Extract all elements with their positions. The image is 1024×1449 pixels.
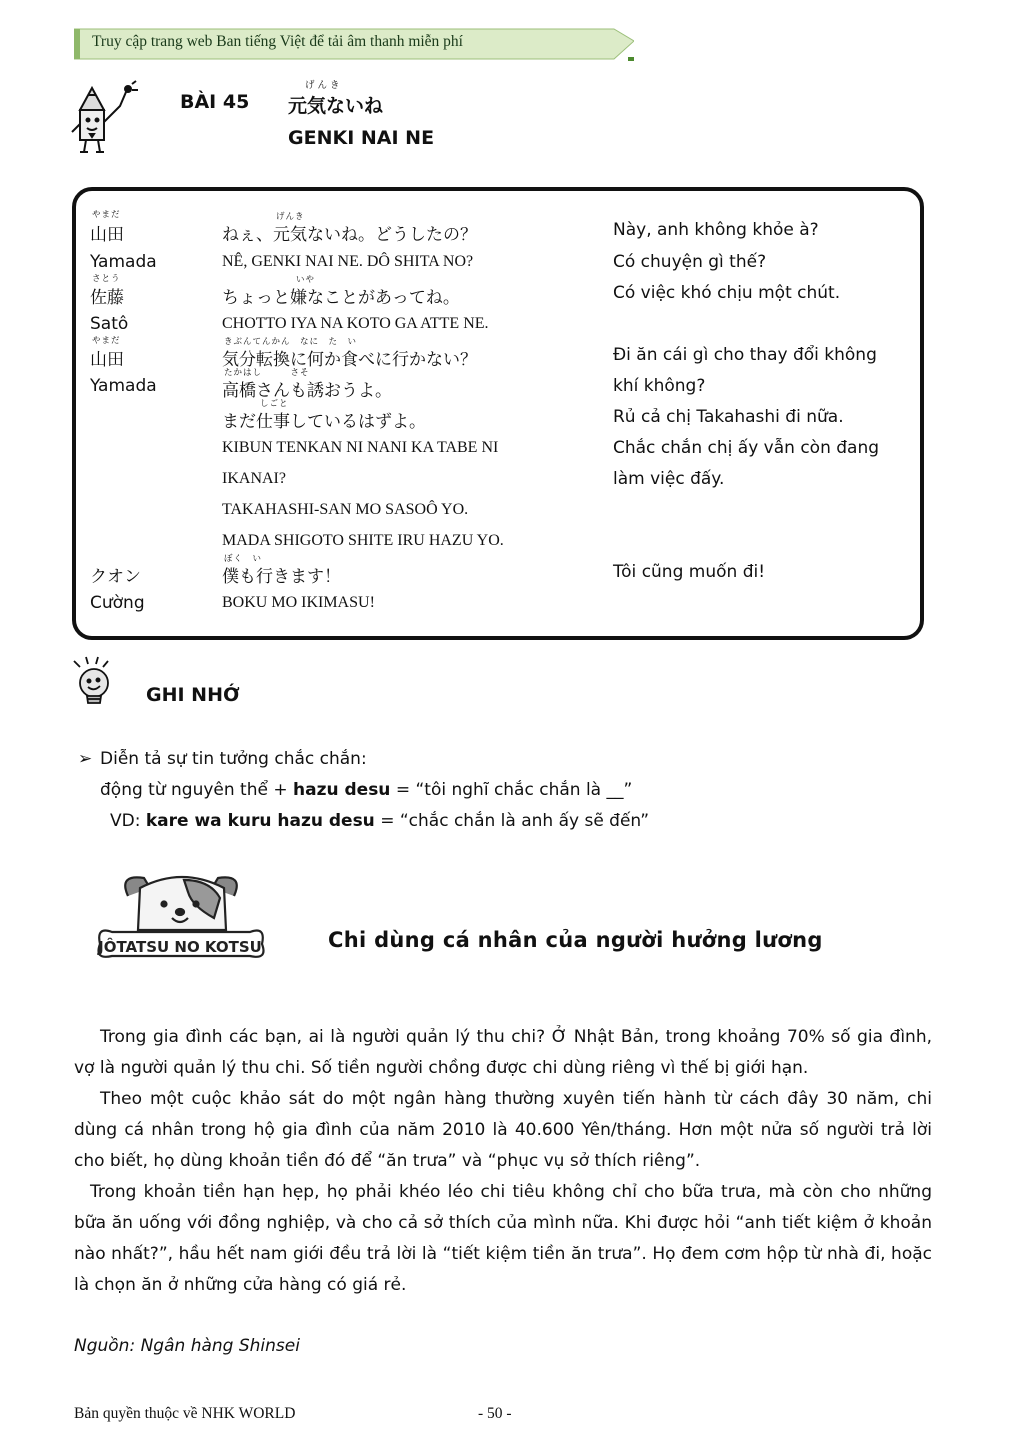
vi-line: Tôi cũng muốn đi! <box>613 562 766 582</box>
jp-furigana: いや <box>296 275 316 285</box>
example-prefix: VD: <box>110 811 146 831</box>
jp-line: ちょっと嫌なことがあってね。 <box>222 288 460 308</box>
example-keyword: kare wa kuru hazu desu <box>145 811 375 831</box>
lesson-title-jp: 元気ないね <box>288 95 384 117</box>
jp-furigana: たかはし さそ <box>224 368 310 378</box>
vi-line: khí không? <box>613 376 706 396</box>
speaker-furigana: さとう <box>92 274 121 284</box>
romaji-line: CHOTTO IYA NA KOTO GA ATTE NE. <box>222 315 489 332</box>
romaji-line: IKANAI? <box>222 470 286 487</box>
paragraph: Trong khoản tiền hạn hẹp, họ phải khéo léo chi tiêu không chỉ cho bữa trưa, mà còn cho những bữa ăn uống với đồng nghiệp, và cho cả sở thích của mình nữa. Khi được hỏi “anh tiết kiệm ở khoản nào nhất?”, hầu hết nam giới đều trả lời là “tiết kiệm tiền ăn trưa”. Họ đem cơm hộp từ nhà đi, hoặc là chọn ăn ở những cửa hàng có giá rẻ. <box>74 1182 932 1295</box>
jotatsu-logo-text: JÔTATSU NO KOTSU <box>98 938 262 956</box>
footer-copyright: Bản quyền thuộc về NHK WORLD <box>74 1405 296 1422</box>
romaji-line: MADA SHIGOTO SHITE IRU HAZU YO. <box>222 532 504 549</box>
lightbulb-icon <box>72 655 128 711</box>
speaker-furigana: やまだ <box>92 336 121 346</box>
speaker-name: Yamada <box>90 252 157 272</box>
vi-line: Đi ăn cái gì cho thay đổi không <box>613 345 877 365</box>
memo-example <box>110 811 649 831</box>
speaker-name: Satô <box>90 314 129 334</box>
speaker-name: Cường <box>90 593 145 613</box>
memo-heading: GHI NHỚ <box>146 684 240 706</box>
memo-rule <box>100 780 632 800</box>
rule-suffix: = “tôi nghĩ chắc chắn là __” <box>390 780 633 800</box>
lesson-title-furigana: げんき <box>305 80 343 91</box>
jp-line: 僕も行きます！ <box>222 567 341 587</box>
romaji-line: NÊ, GENKI NAI NE. DÔ SHITA NO? <box>222 253 474 270</box>
jp-line: 気分転換に何か食べに行かない？ <box>222 350 477 370</box>
paragraph: Theo một cuộc khảo sát do một ngân hàng thường xuyên tiến hành từ cách đây 30 năm, chi dùng cá nhân trong hộ gia đình của năm 2010 là 40.600 Yên/tháng. Hơn một nửa số người trả lời cho biết, họ dùng khoản tiền đó để “ăn trưa” và “phục vụ sở thích riêng”. <box>74 1089 932 1171</box>
speaker-jp: クオン <box>90 567 141 587</box>
jp-furigana: ぼく い <box>224 554 263 564</box>
romaji-line: BOKU MO IKIMASU! <box>222 594 375 611</box>
romaji-line: TAKAHASHI-SAN MO SASOÔ YO. <box>222 501 469 518</box>
example-suffix: = “chắc chắn là anh ấy sẽ đến” <box>374 811 650 831</box>
memo-bullet: Diễn tả sự tin tưởng chắc chắn: <box>100 749 367 769</box>
rule-keyword: hazu desu <box>293 780 391 800</box>
speaker-name: Yamada <box>90 376 157 396</box>
section-title: Chi dùng cá nhân của người hưởng lương <box>328 928 823 952</box>
vi-line: Có việc khó chịu một chút. <box>613 283 841 303</box>
banner-text[interactable]: Truy cập trang web Ban tiếng Việt để tải âm thanh miễn phí <box>92 33 463 50</box>
jp-furigana: げんき <box>276 212 305 222</box>
jp-furigana: しごと <box>260 399 289 409</box>
lesson-title-romaji: GENKI NAI NE <box>288 127 435 149</box>
paragraph: Trong gia đình các bạn, ai là người quản lý thu chi? Ở Nhật Bản, trong khoảng 70% số gia đình, vợ là người quản lý thu chi. Số tiền người chồng được chi dùng riêng vì thế bị giới hạn. <box>74 1027 932 1078</box>
pencil-mascot-icon <box>68 80 148 158</box>
speaker-jp: 山田 <box>90 350 124 370</box>
bullet-arrow-icon: ➢ <box>78 749 93 769</box>
jp-line: ねぇ、元気ないね。どうしたの？ <box>222 225 477 245</box>
jp-line: まだ仕事しているはずよ。 <box>222 412 426 432</box>
jp-line: 高橋さんも誘おうよ。 <box>222 381 392 401</box>
vi-line: Chắc chắn chị ấy vẫn còn đang <box>613 438 880 458</box>
speaker-jp: 山田 <box>90 225 124 245</box>
vi-line: Rủ cả chị Takahashi đi nữa. <box>613 407 844 427</box>
romaji-line: KIBUN TENKAN NI NANI KA TABE NI <box>222 439 499 456</box>
jp-furigana: きぶんてんかん なに た い <box>224 337 358 347</box>
page-number: - 50 - <box>478 1405 512 1422</box>
speaker-furigana: やまだ <box>92 210 121 220</box>
speaker-jp: 佐藤 <box>90 288 124 308</box>
jotatsu-dog-logo <box>92 868 272 983</box>
source-credit: Nguồn: Ngân hàng Shinsei <box>74 1336 300 1356</box>
top-banner[interactable] <box>74 27 634 61</box>
vi-line: làm việc đấy. <box>613 469 725 489</box>
vi-line: Có chuyện gì thế? <box>613 252 767 272</box>
rule-prefix: động từ nguyên thể + <box>100 780 293 800</box>
lesson-number: BÀI 45 <box>180 91 250 113</box>
vi-line: Này, anh không khỏe à? <box>613 220 819 240</box>
